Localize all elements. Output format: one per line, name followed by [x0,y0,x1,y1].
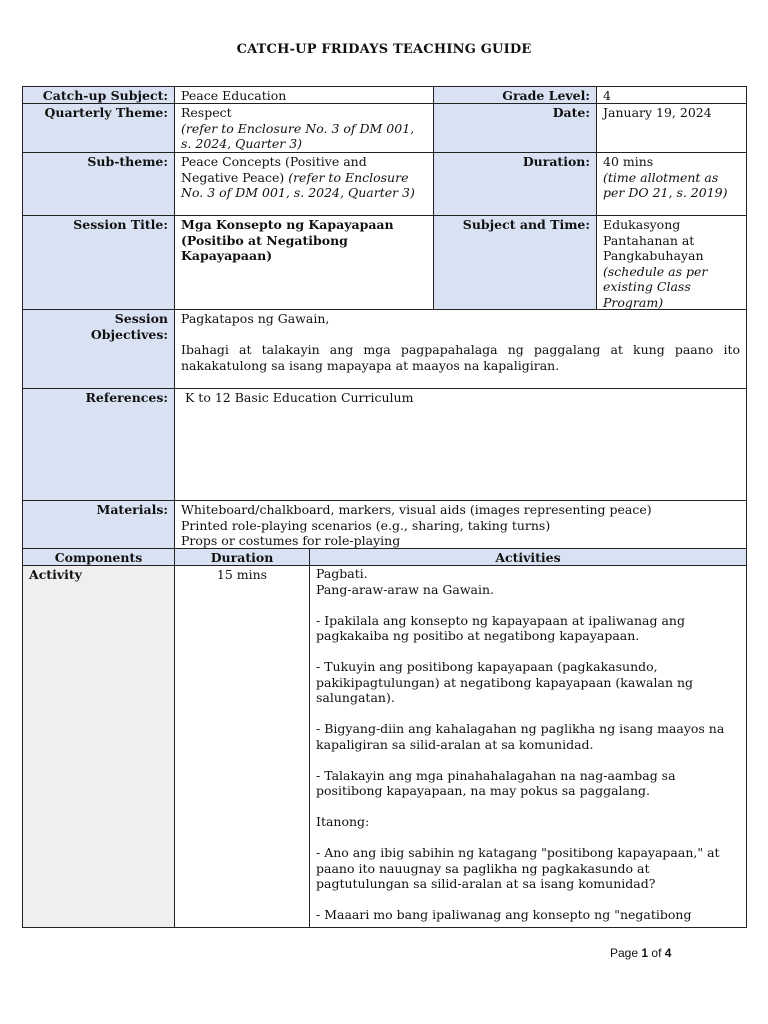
activity-paragraph: - Tukuyin ang positibong kapayapaan (pagkakasundo, pakikipagtulungan) at negatibong kapayapaan (kawalan ng salungatan). [316,659,694,705]
subject-time-note: (schedule as per existing Class Program) [603,263,708,310]
grade-value: 4 [596,86,747,104]
activity-paragraph: - Ipakilala ang konsepto ng kapayapaan at ipaliwanag ang pagkakaiba ng positibo at negatibong kapayapaan. [316,612,685,643]
duration-value: 40 mins [603,154,654,169]
duration-note: (time allotment as per DO 21, s. 2019) [603,169,728,200]
activity-paragraph: - Talakayin ang mga pinahahalagahan na nag-aambag sa positibong kapayapaan, na may pokus sa paggalang. [316,767,676,798]
objectives-label-line2: Objectives: [90,326,168,342]
teaching-guide-table [22,86,747,928]
page-total: 4 [664,946,672,960]
col-activities-header: Activities [309,548,747,566]
page-current: 1 [641,946,649,960]
activities-cell [309,565,747,928]
date-label: Date: [433,103,597,153]
subject-value: Peace Education [174,86,434,104]
page-number [610,946,671,960]
duration-label: Duration: [433,152,597,216]
subject-time-cell [596,215,747,310]
session-title-label: Session Title: [22,215,175,310]
subtheme-cell [174,152,434,216]
activity-duration: 15 mins [174,565,310,928]
page-word: Page [610,946,639,960]
materials-line: Whiteboard/chalkboard, markers, visual aids (images representing peace) [181,502,652,517]
document-title: CATCH-UP FRIDAYS TEACHING GUIDE [236,42,532,57]
col-components-header: Components [22,548,175,566]
date-value: January 19, 2024 [596,103,747,153]
objectives-label-line1: Session [114,311,168,326]
activity-paragraph: Pagbati. [316,566,368,581]
activity-paragraph: - Ano ang ibig sabihin ng katagang "positibong kapayapaan," at paano ito nauugnay sa paglikha ng pagkakasundo at pagtutulungan sa silid-aralan at sa isang komunidad? [316,845,720,891]
of-word: of [651,946,662,960]
component-activity: Activity [22,565,175,928]
subtheme-label: Sub-theme: [22,152,175,216]
col-duration-header: Duration [174,548,310,566]
subtheme-note: (refer to Enclosure No. 3 of DM 001, s. 2024, Quarter 3) [181,169,415,200]
theme-label: Quarterly Theme: [22,103,175,153]
duration-cell [596,152,747,216]
materials-line: Props or costumes for role-playing [181,533,401,548]
activity-paragraph: - Maaari mo bang ipaliwanag ang konsepto ng "negatibong [316,907,692,922]
activity-paragraph: Pang-araw-araw na Gawain. [316,581,495,597]
objectives-cell [174,309,747,389]
materials-cell [174,500,747,549]
subject-label: Catch-up Subject: [22,86,175,104]
references-label: References: [22,388,175,501]
materials-line: Printed role-playing scenarios (e.g., sharing, taking turns) [181,517,551,533]
grade-label: Grade Level: [433,86,597,104]
theme-value: Respect [181,105,232,120]
activity-paragraph: Itanong: [316,814,370,829]
theme-note: (refer to Enclosure No. 3 of DM 001, s. 2024, Quarter 3) [181,120,415,151]
activity-paragraph: - Bigyang-diin ang kahalagahan ng paglikha ng isang maayos na kapaligiran sa silid-aralan at sa komunidad. [316,721,725,752]
subject-time-value: Edukasyong Pantahanan at Pangkabuhayan [603,217,704,263]
theme-cell [174,103,434,153]
references-value: K to 12 Basic Education Curriculum [174,388,747,501]
subtheme-value: Peace Concepts (Positive and Negative Peace) [181,154,367,185]
session-title-value: Mga Konsepto ng Kapayapaan (Positibo at Negatibong Kapayapaan) [174,215,434,310]
materials-label: Materials: [22,500,175,549]
subject-time-label: Subject and Time: [433,215,597,310]
objectives-line2: Ibahagi at talakayin ang mga pagpapahalaga ng paggalang at kung paano ito nakakatulong sa isang mapayapa at maayos na kapaligiran. [181,342,740,373]
objectives-line1: Pagkatapos ng Gawain, [181,311,330,326]
objectives-label [22,309,175,389]
